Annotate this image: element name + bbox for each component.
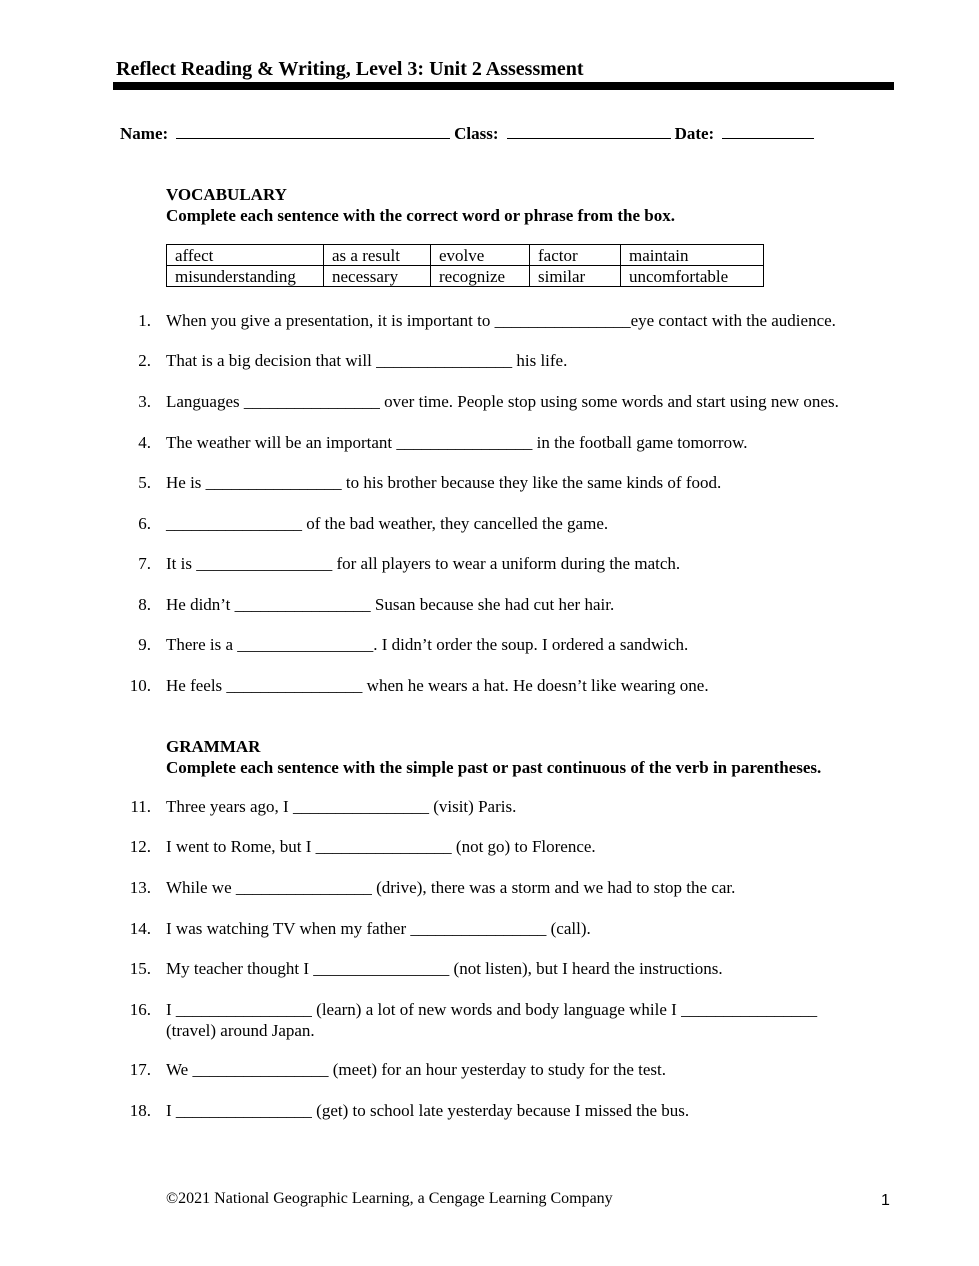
question-number: 1. bbox=[138, 311, 151, 330]
vocabulary-section bbox=[166, 184, 675, 226]
class-blank[interactable] bbox=[507, 122, 671, 139]
word-box-cell: affect bbox=[167, 245, 324, 266]
question-text: ________________ of the bad weather, they cancelled the game. bbox=[166, 514, 609, 533]
question-text: He feels ________________ when he wears a hat. He doesn’t like wearing one. bbox=[166, 676, 709, 695]
question-number: 6. bbox=[138, 514, 151, 533]
word-box-row bbox=[167, 245, 764, 266]
date-blank[interactable] bbox=[722, 122, 814, 139]
copyright-footer: ©2021 National Geographic Learning, a Cengage Learning Company bbox=[166, 1190, 613, 1207]
question-number: 11. bbox=[130, 797, 151, 816]
question-number: 14. bbox=[129, 919, 151, 938]
question-text: We ________________ (meet) for an hour yesterday to study for the test. bbox=[166, 1060, 667, 1079]
question-number: 3. bbox=[138, 392, 151, 411]
question-text: When you give a presentation, it is important to ________________eye contact with the audience. bbox=[166, 311, 836, 330]
question-number: 10. bbox=[129, 676, 151, 695]
word-box-cell: similar bbox=[530, 266, 621, 287]
question-text: I ________________ (get) to school late yesterday because I missed the bus. bbox=[166, 1101, 690, 1120]
date-label: Date: bbox=[674, 124, 715, 143]
word-box-cell: as a result bbox=[324, 245, 431, 266]
question-number: 15. bbox=[129, 959, 151, 978]
grammar-heading: GRAMMAR bbox=[166, 737, 261, 756]
word-box-cell: uncomfortable bbox=[621, 266, 764, 287]
class-label: Class: bbox=[454, 124, 499, 143]
question-text: My teacher thought I ________________ (not listen), but I heard the instructions. bbox=[166, 959, 723, 978]
question-text: He is ________________ to his brother because they like the same kinds of food. bbox=[166, 473, 722, 492]
question-text: I went to Rome, but I ________________ (not go) to Florence. bbox=[166, 837, 596, 856]
vocabulary-instruction: Complete each sentence with the correct word or phrase from the box. bbox=[166, 206, 675, 225]
word-box bbox=[166, 244, 764, 287]
page-number: 1 bbox=[881, 1192, 890, 1209]
word-box-cell: necessary bbox=[324, 266, 431, 287]
question-number: 2. bbox=[138, 351, 151, 370]
question-text: There is a ________________. I didn’t order the soup. I ordered a sandwich. bbox=[166, 635, 689, 654]
question-text: That is a big decision that will ________________ his life. bbox=[166, 351, 568, 370]
name-blank[interactable] bbox=[176, 122, 450, 139]
question-number: 9. bbox=[138, 635, 151, 654]
question-number: 5. bbox=[138, 473, 151, 492]
question-text: I was watching TV when my father ________________ (call). bbox=[166, 919, 591, 938]
word-box-cell: factor bbox=[530, 245, 621, 266]
question-text: While we ________________ (drive), there was a storm and we had to stop the car. bbox=[166, 878, 736, 897]
question-number: 16. bbox=[129, 1000, 151, 1019]
grammar-instruction: Complete each sentence with the simple past or past continuous of the verb in parentheses. bbox=[166, 758, 822, 777]
word-box-cell: evolve bbox=[431, 245, 530, 266]
question-text: It is ________________ for all players to wear a uniform during the match. bbox=[166, 554, 681, 573]
question-number: 18. bbox=[129, 1101, 151, 1120]
word-box-row bbox=[167, 266, 764, 287]
grammar-section bbox=[166, 736, 821, 778]
name-label: Name: bbox=[120, 124, 169, 143]
question-text: He didn’t ________________ Susan because she had cut her hair. bbox=[166, 595, 615, 614]
question-text: Languages ________________ over time. People stop using some words and start using new ones. bbox=[166, 392, 839, 411]
student-info-row bbox=[120, 122, 818, 144]
question-number: 12. bbox=[129, 837, 151, 856]
question-text: Three years ago, I ________________ (visit) Paris. bbox=[166, 797, 517, 816]
document-title: Reflect Reading & Writing, Level 3: Unit 2 Assessment bbox=[116, 58, 584, 80]
question-number: 8. bbox=[138, 595, 151, 614]
vocabulary-heading: VOCABULARY bbox=[166, 185, 287, 204]
word-box-cell: recognize bbox=[431, 266, 530, 287]
question-text: I ________________ (learn) a lot of new words and body language while I ________________ (travel) around Japan. bbox=[166, 1000, 818, 1040]
header-rule bbox=[113, 82, 894, 90]
word-box-cell: misunderstanding bbox=[167, 266, 324, 287]
question-number: 17. bbox=[129, 1060, 151, 1079]
question-text: The weather will be an important ________________ in the football game tomorrow. bbox=[166, 433, 748, 452]
word-box-cell: maintain bbox=[621, 245, 764, 266]
question-number: 13. bbox=[129, 878, 151, 897]
question-number: 4. bbox=[138, 433, 151, 452]
question-number: 7. bbox=[138, 554, 151, 573]
